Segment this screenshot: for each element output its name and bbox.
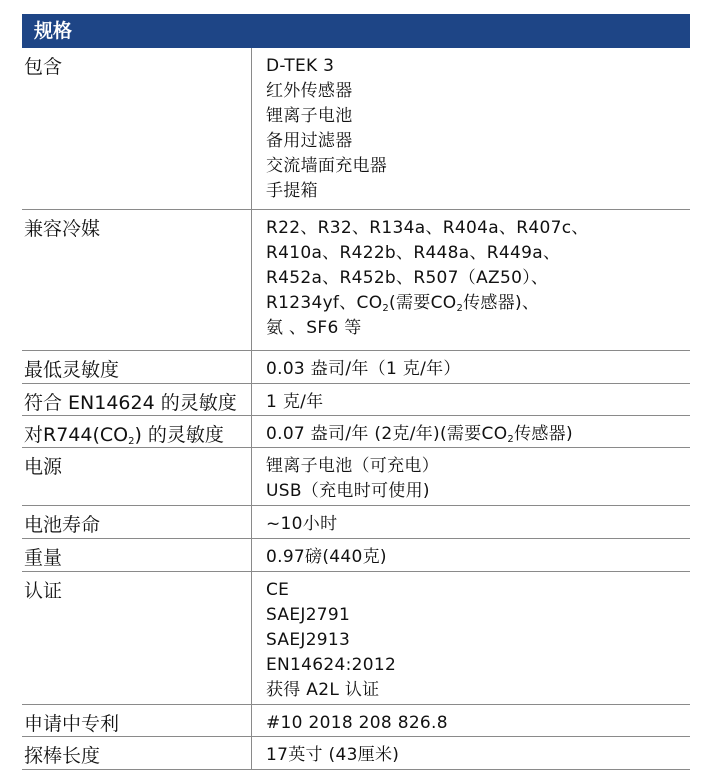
text-part: 传感器)、	[463, 293, 540, 313]
spec-row-power	[22, 448, 690, 506]
value-line: 0.03 盎司/年（1 克/年）	[266, 359, 461, 379]
spec-label: 电源	[24, 456, 63, 478]
value-line: 备用过滤器	[266, 131, 353, 151]
value-line: 获得 A2L 认证	[266, 680, 380, 700]
spec-label: 探棒长度	[24, 745, 101, 767]
spec-row-refrigerants	[22, 210, 690, 351]
spec-label	[22, 416, 251, 447]
text-part: 对R744(CO	[24, 424, 129, 446]
value-line: EN14624:2012	[266, 655, 397, 675]
spec-value	[251, 384, 690, 415]
spec-row-patent	[22, 705, 690, 737]
value-line: 1 克/年	[266, 392, 324, 412]
text-part: 传感器)	[514, 424, 573, 444]
text-part: (需要CO	[389, 293, 457, 313]
spec-row-battery-life	[22, 506, 690, 539]
value-line: 锂离子电池（可充电）	[266, 456, 439, 476]
spec-value	[251, 572, 690, 704]
value-line: ~10小时	[266, 514, 338, 534]
spec-label: 认证	[24, 580, 63, 602]
value-line: D-TEK 3	[266, 56, 335, 76]
value-line: 交流墙面充电器	[266, 156, 388, 176]
spec-label: 符合 EN14624 的灵敏度	[24, 392, 237, 414]
subscript: 2	[128, 436, 135, 447]
spec-label: 重量	[24, 547, 63, 569]
value-line: R410a、R422b、R448a、R449a、	[266, 243, 561, 263]
spec-row-weight	[22, 539, 690, 572]
spec-value	[251, 705, 690, 736]
spec-row-includes	[22, 48, 690, 210]
spec-table	[22, 48, 690, 770]
subscript: 2	[507, 434, 515, 445]
value-line: 锂离子电池	[266, 106, 353, 126]
spec-value	[251, 737, 690, 769]
subscript: 2	[382, 303, 390, 314]
section-header: 规格	[22, 14, 690, 48]
spec-value	[251, 48, 690, 209]
spec-label: 包含	[24, 56, 63, 78]
subscript: 2	[456, 303, 464, 314]
spec-row-min-sensitivity	[22, 351, 690, 384]
value-line: SAEJ2913	[266, 630, 351, 650]
spec-value	[251, 351, 690, 383]
value-line: R22、R32、R134a、R404a、R407c、	[266, 218, 589, 238]
spec-row-certifications	[22, 572, 690, 705]
spec-row-r744	[22, 416, 690, 448]
text-part: ) 的灵敏度	[134, 424, 224, 446]
value-line: 氨 、SF6 等	[266, 318, 362, 338]
text-part: 0.07 盎司/年 (2克/年)(需要CO	[266, 424, 508, 444]
spec-row-probe-length	[22, 737, 690, 770]
spec-value	[251, 506, 690, 538]
value-line: 17英寸 (43厘米)	[266, 745, 400, 765]
value-line: SAEJ2791	[266, 605, 351, 625]
text-part: R1234yf、CO	[266, 293, 383, 313]
spec-value	[251, 416, 690, 447]
spec-label: 兼容冷媒	[24, 218, 101, 240]
value-line: R452a、R452b、R507（AZ50）、	[266, 268, 549, 288]
spec-value	[251, 539, 690, 571]
value-line	[266, 422, 690, 447]
value-line: #10 2018 208 826.8	[266, 713, 448, 733]
spec-row-en14624	[22, 384, 690, 416]
value-line: 手提箱	[266, 181, 318, 201]
spec-label: 电池寿命	[24, 514, 101, 536]
spec-label: 申请中专利	[24, 713, 120, 735]
value-line: CE	[266, 580, 290, 600]
spec-label: 最低灵敏度	[24, 359, 120, 381]
spec-value	[251, 448, 690, 505]
spec-value	[251, 210, 690, 350]
value-line: USB（充电时可使用)	[266, 481, 430, 501]
value-line: 0.97磅(440克)	[266, 547, 387, 567]
value-line: 红外传感器	[266, 81, 353, 101]
value-line-co2	[266, 291, 690, 316]
